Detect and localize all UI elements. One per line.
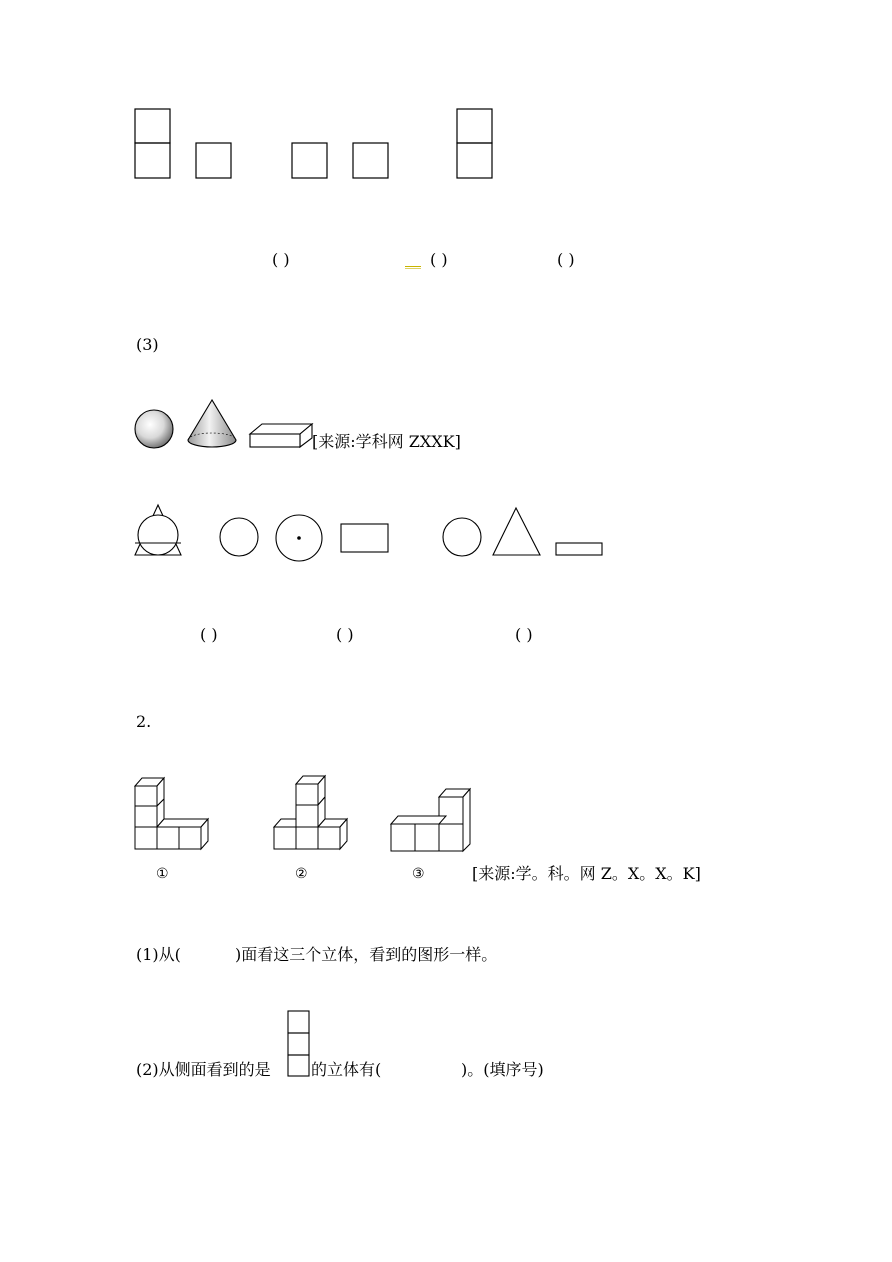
question-2-prefix: (2)从侧面看到的是 bbox=[136, 1060, 271, 1079]
figure-label-1: ① bbox=[156, 866, 169, 882]
question-1-prefix: (1)从( bbox=[136, 945, 181, 964]
source-note-1: [来源:学科网 ZXXK] bbox=[312, 432, 461, 451]
answer-blank-6[interactable]: ( ) bbox=[515, 625, 533, 644]
answer-blank-4[interactable]: ( ) bbox=[200, 625, 218, 644]
figure-label-2: ② bbox=[295, 866, 308, 882]
question-2-middle: 的立体有( bbox=[311, 1060, 382, 1079]
question-number: 2. bbox=[136, 712, 152, 731]
answer-blank-1[interactable]: ( ) bbox=[272, 250, 290, 269]
answer-blank-5[interactable]: ( ) bbox=[336, 625, 354, 644]
section-label: (3) bbox=[136, 335, 159, 354]
figure-label-3: ③ bbox=[412, 866, 425, 882]
answer-blank-2[interactable]: ( ) bbox=[430, 250, 448, 269]
source-note-2: [来源:学。科。网 Z。X。X。K] bbox=[472, 864, 701, 883]
highlight-mark: __ bbox=[405, 250, 421, 269]
answer-blank-3[interactable]: ( ) bbox=[557, 250, 575, 269]
question-2-suffix: )。(填序号) bbox=[461, 1060, 544, 1079]
question-1-suffix: )面看这三个立体，看到的图形一样。 bbox=[235, 945, 498, 964]
